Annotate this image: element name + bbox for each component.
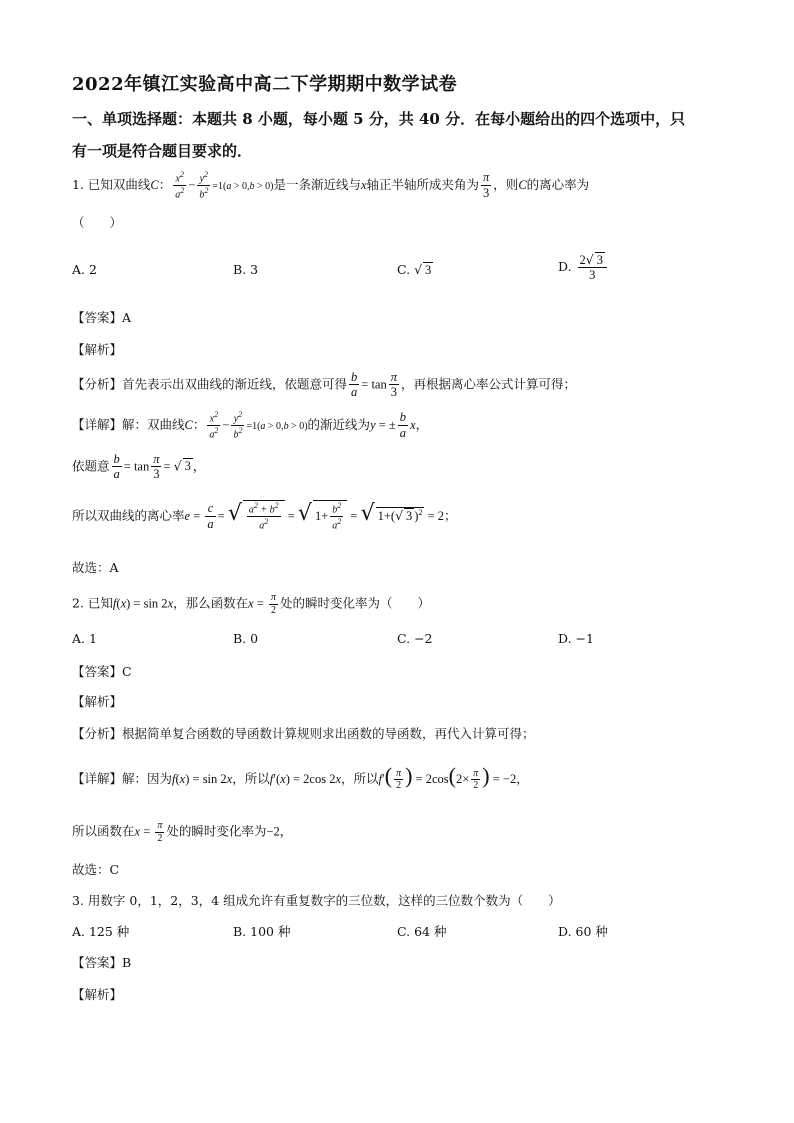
section-heading-line1: 一、单项选择题：本题共 8 小题，每小题 5 分，共 40 分．在每小题给出的四个选项中，只 <box>72 110 686 128</box>
q1-analysis: 【分析】首先表示出双曲线的渐近线，依题意可得 $\frac{b}{a}$ = tan $\frac{\pi}{3}$ ，再根据离心率公式计算可得； <box>72 370 576 400</box>
math: $\frac{\pi}{2}$ <box>271 592 277 616</box>
q2-option-b: B. 0 <box>233 631 259 646</box>
q1-paren: （ ） <box>72 215 123 230</box>
math: $\frac{x^2}{a^2}$ <box>175 170 185 201</box>
q2-analysis-title: 【解析】 <box>72 694 123 709</box>
q2-choose: 故选：C <box>72 862 120 877</box>
q3-stem: 3. 用数字 0，1，2，3，4 组成允许有重复数字的三位数，这样的三位数个数为（ ） <box>72 893 561 908</box>
math: $\frac{a^2 + b^2}{a^2}$ <box>248 501 279 532</box>
page-title: 2022年镇江实验高中高二下学期期中数学试卷 <box>72 74 458 95</box>
math: $\frac{\pi}{3}$ <box>483 170 490 200</box>
q1-mid2: 轴正半轴所成夹角为 <box>366 176 480 192</box>
q2-option-a: A. 1 <box>72 631 97 646</box>
math: $\frac{b}{a}$ <box>399 410 407 440</box>
math: $\frac{b}{a}$ <box>113 452 120 482</box>
math: $\frac{y^2}{b^2}$ <box>233 410 243 441</box>
q2-analysis: 【分析】根据简单复合函数的导函数计算规则求出函数的导函数，再代入计算可得； <box>72 726 535 741</box>
q1-suffix2: 的离心率为 <box>526 176 590 192</box>
section-heading-line2: 有一项是符合题目要求的． <box>72 142 253 160</box>
q2-answer: 【答案】C <box>72 664 132 679</box>
math: $\frac{x^2}{a^2}$ <box>209 410 219 441</box>
math: $\frac{2√ 3}{3}$ <box>578 252 607 283</box>
q2-stem: 2. 已知f(x) = sin 2x，那么函数在x = $\frac{\pi}{2}$ 处的瞬时变化率为（ ） <box>72 592 431 616</box>
math: $\frac{\pi}{2}$ <box>473 767 479 791</box>
math: $\frac{c}{a}$ <box>207 501 214 531</box>
q1-ecc: 所以双曲线的离心率e = $\frac{c}{a}$ = √ $\frac{a^2 + b^2}{a^2}$ = √ 1+ $\frac{b^2}{a^2}$ = √ 1+(√ 3 )$^2$ = 2； <box>72 500 457 532</box>
q1-mid: 是一条渐近线与 <box>273 176 361 192</box>
math: $\frac{\pi}{2}$ <box>396 767 402 791</box>
q1-answer: 【答案】A <box>72 310 132 325</box>
math: C <box>150 177 159 192</box>
q2-detail: 【详解】解：因为f(x) = sin 2x，所以f′(x) = 2cos 2x，所以f′( $\frac{\pi}{2}$ ) = 2cos(2× $\frac{\pi}{2}$ ) = −2， <box>72 763 529 791</box>
math: $\frac{b^2}{a^2}$ <box>332 501 342 532</box>
q1-choose: 故选：A <box>72 560 119 575</box>
math: $\frac{b}{a}$ <box>351 370 358 400</box>
math: $\frac{\pi}{3}$ <box>390 370 397 400</box>
q3-option-b: B. 100 种 <box>233 924 291 939</box>
q3-answer: 【答案】B <box>72 955 132 970</box>
q1-option-c: C. √ 3 <box>397 262 432 277</box>
q1-prefix: 1. 已知双曲线 <box>72 176 151 192</box>
q2-option-d: D. −1 <box>558 631 594 646</box>
q3-option-a: A. 125 种 <box>72 924 130 939</box>
q2-option-c: C. −2 <box>397 631 433 646</box>
q2-result: 所以函数在x = $\frac{\pi}{2}$ 处的瞬时变化率为−2， <box>72 820 293 844</box>
q1-option-d: D. $\frac{2√ 3}{3}$ <box>558 252 609 283</box>
q3-option-d: D. 60 种 <box>558 924 608 939</box>
q1-detail: 【详解】解：双曲线C： $\frac{x^2}{a^2}$ − $\frac{y^2}{b^2}$ =1(a > 0,b > 0)的渐近线为y = ± $\frac{b}{a}$ x， <box>72 410 429 441</box>
q3-option-c: C. 64 种 <box>397 924 447 939</box>
q1-option-b: B. 3 <box>233 262 259 277</box>
q3-analysis-title: 【解析】 <box>72 987 123 1002</box>
q1-suffix: ，则 <box>493 176 519 192</box>
q1-option-a: A. 2 <box>72 262 97 277</box>
math: $\frac{y^2}{b^2}$ <box>199 170 209 201</box>
q1-yiti: 依题意 $\frac{b}{a}$ = tan $\frac{\pi}{3}$ = √ 3 ， <box>72 452 206 482</box>
q1-analysis-title: 【解析】 <box>72 342 123 357</box>
math: $\frac{\pi}{2}$ <box>157 820 163 844</box>
q1-stem: 1. 已知双曲线C： $\frac{x^2}{a^2}$ − $\frac{y^2}{b^2}$ =1(a > 0,b > 0)是一条渐近线与x轴正半轴所成夹角为 $\frac{\pi}{3}$ ，则C的离心率为 <box>72 170 590 201</box>
math: $\frac{\pi}{3}$ <box>153 452 160 482</box>
